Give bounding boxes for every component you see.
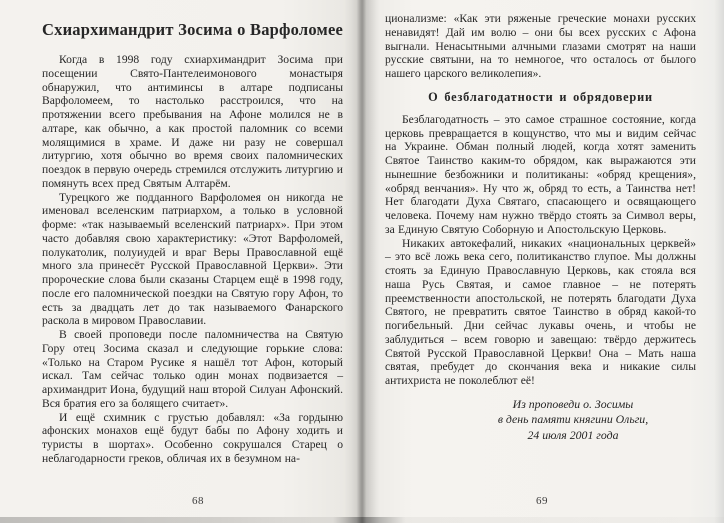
sermon-attribution <box>468 397 678 444</box>
left-page-text-block <box>42 20 343 466</box>
right-page-text-block <box>385 12 696 443</box>
attribution-line: Из проповеди о. Зосимы <box>512 396 634 411</box>
paragraph: Никаких автокефалий, никаких «национальных церквей» – это всё ложь века сего, политиканство глупое. Мы должны стоять за Единую Православную Церковь, как стояла вся наша Русь Святая, и самое главное – не потерять преемственности апостольской, не потерять благодати Духа Святого, не превратить святое Таинство в обряд какой-то погибельный. Дни сейчас лукавы очень, и чтобы не заблудиться – всем говорю и завещаю: твёрдо держитесь Святой Русской Православной Церкви! Она – Мать наша святая, пребудет до скончания века и никакие силы антихриста не поколеблют её! <box>385 236 696 387</box>
continuation-paragraph: ционализме: «Как эти ряженые греческие монахи русских ненавидят! Дай им волю – они бы всех русских с Афона выгнали. Ненасытными алчными глазами смотрят на наши русские святыни, на то немногое, что осталось от былого нашего царского великолепия». <box>385 12 696 80</box>
paragraph: Турецкого же подданного Варфоломея он никогда не именовал вселенским патриархом, а только в условной форме: «так называемый вселенский патриарх». При этом часто добавляя свою характеристику: «Этот Варфоломей, полукатолик, полуиудей и враг Веры Православной ещё много зла принесёт Русской Православной Церкви». Эти пророческие слова были сказаны Старцем ещё в 1998 году, после его паломнической поездки на Святую гору Афон, то есть за двадцать лет до так называемого Фанарского раскола в мировом Православии. <box>42 190 343 328</box>
left-page-number: 68 <box>192 495 204 507</box>
right-page-number: 69 <box>536 495 548 507</box>
right-page-paragraphs <box>385 113 696 388</box>
section-heading: О безблагодатности и обрядоверии <box>428 89 653 104</box>
paragraph: В своей проповеди после паломничества на Святую Гору отец Зосима сказал и следующие горькие слова: «Только на Старом Русике я нашёл тот Афон, который искал. Там сейчас только один монах подвизается – архимандрит Иона, будущий наш второй Силуан Афонский. Вся братия его за болящего считает». <box>42 328 343 410</box>
left-page-paragraphs <box>42 53 343 466</box>
paragraph: Безблагодатность – это самое страшное состояние, когда церковь превращается в кощунство, что мы и видим сейчас на Украине. Обман полный людей, когда хотят заменить Святое Таинство каким-то обрядом, как выражаются эти нынешние безбожники и политиканы: «обряд крещения», «обряд венчания». Ну что ж, обряд то есть, а Таинства нет! Нет благодати Духа Святаго, спасающего и освящающего человека. Почему нам нужно твёрдо стоять за Символ веры, за Единую Святую Соборную и Апостольскую Церковь. <box>385 112 696 236</box>
paragraph: И ещё схимник с грустью добавлял: «За гордыню афонских монахов ещё будут бабы по Афону ходить и туристы в шортах». Особенно сокрушался Старец о неблагодарности греков, обличая их в безумном на- <box>42 410 343 465</box>
chapter-title: Схиархимандрит Зосима о Варфоломее <box>42 20 343 39</box>
attribution-line: в день памяти княгини Ольги, <box>497 412 649 427</box>
paragraph: Когда в 1998 году схиархимандрит Зосима при посещении Свято-Пантелеимонового монастыря обнаружил, что антиминсы в алтаре подписаны Варфоломеем, то настолько расстроился, что на протяжении всего пребывания на Афоне молился не в алтаре, как обычно, а как простой паломник со всеми молящимися в храме. И даже ни разу не совершал литургию, хотя обычно во время своих паломнических поездок в первую очередь стремился отслужить литургию и помянуть всех пред Святым Алтарём. <box>42 53 343 190</box>
attribution-line: 24 июля 2001 года <box>527 427 619 442</box>
